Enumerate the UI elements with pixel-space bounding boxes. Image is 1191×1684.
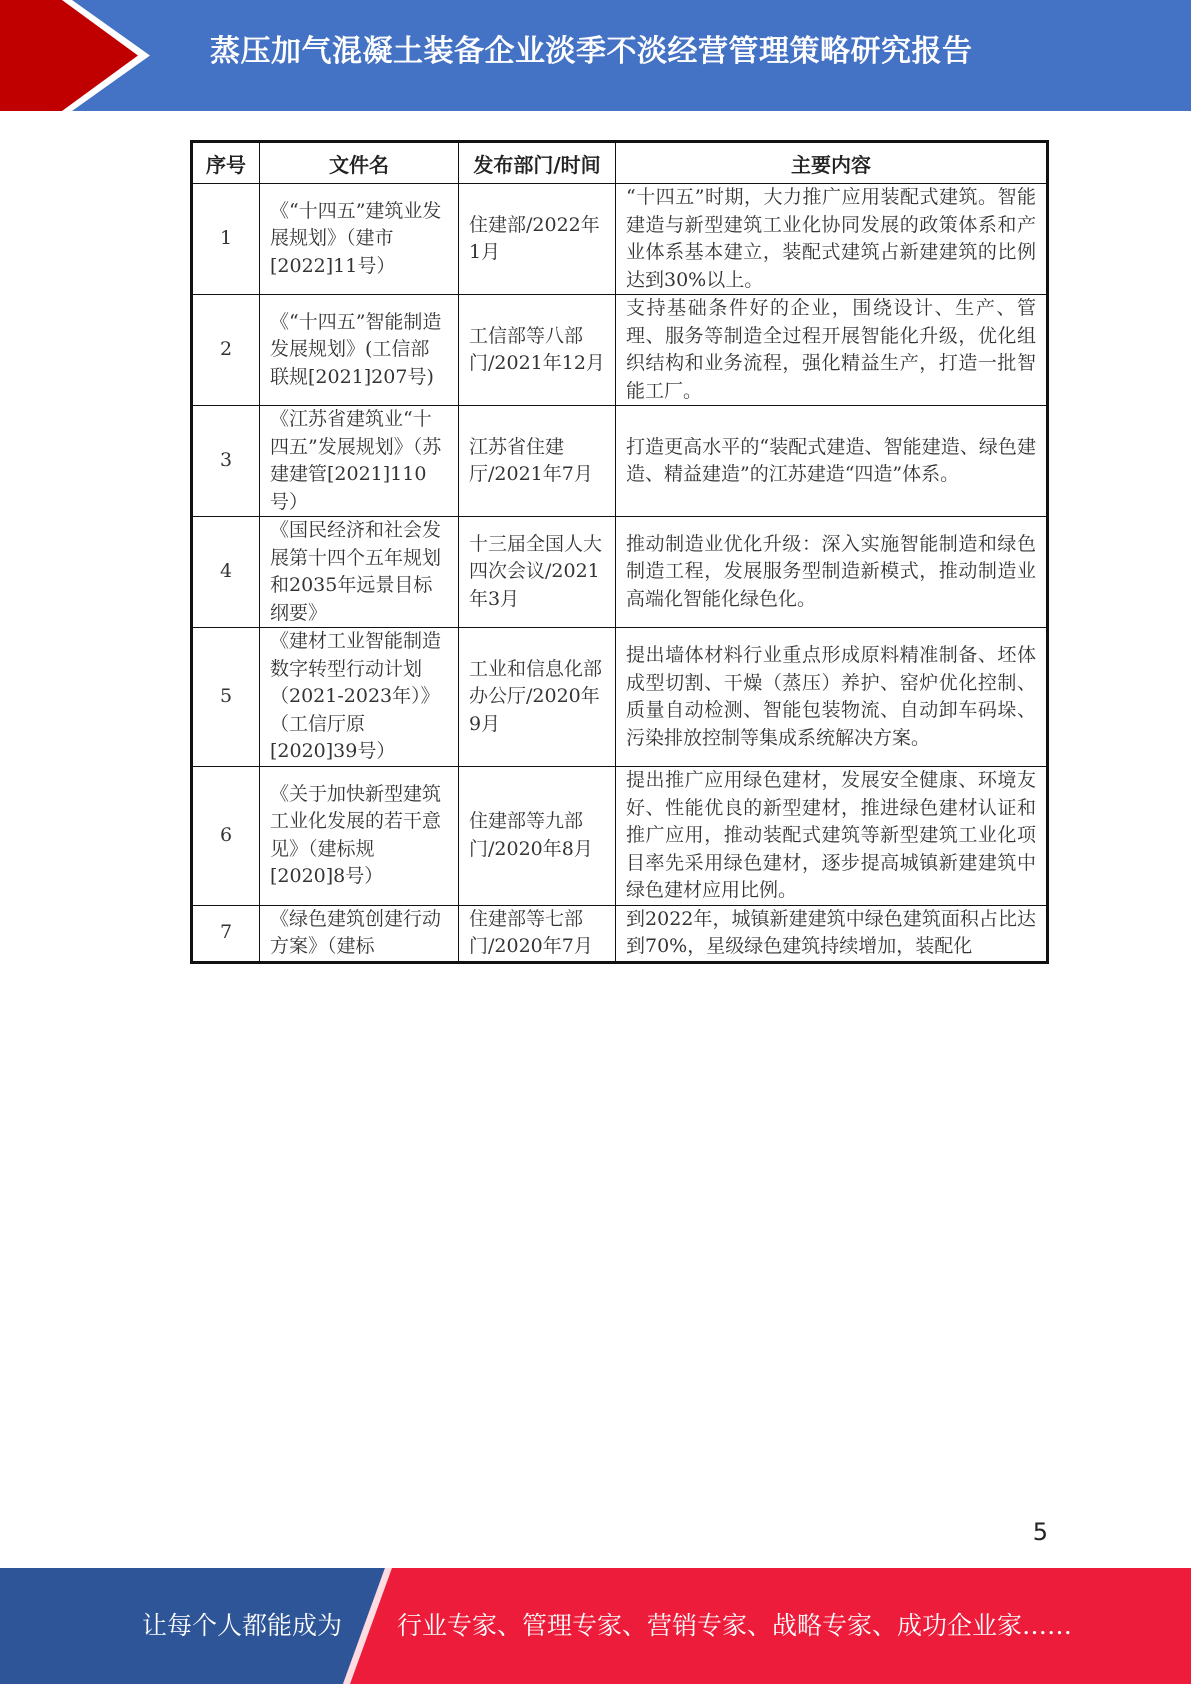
row-content — [616, 905, 1048, 962]
row-content: “十四五”时期，大力推广应用装配式建筑。智能建造与新型建筑工业化协同发展的政策体系和产业体系基本建立，装配式建筑占新建建筑的比例达到30%以上。 — [616, 184, 1048, 295]
row-number: 7 — [192, 905, 260, 962]
row-department-time-text: 住建部等七部门/2020年7月 — [469, 907, 593, 957]
row-content: 提出推广应用绿色建材，发展安全健康、环境友好、性能优良的新型建材，推进绿色建材认证和推广应用，推动装配式建筑等新型建筑工业化项目率先采用绿色建材，逐步提高城镇新建建筑中绿色建材应用比例。 — [616, 767, 1048, 906]
col-header-filename: 文件名 — [260, 142, 459, 184]
row-department-time: 住建部/2022年1月 — [459, 184, 616, 295]
policy-table — [190, 140, 1049, 964]
row-filename: 《关于加快新型建筑工业化发展的若干意见》（建标规[2020]8号） — [260, 767, 459, 906]
row-filename — [260, 905, 459, 962]
table-row — [192, 184, 1048, 295]
row-content: 支持基础条件好的企业，围绕设计、生产、管理、服务等制造全过程开展智能化升级，优化组织结构和业务流程，强化精益生产，打造一批智能工厂。 — [616, 295, 1048, 406]
row-number: 2 — [192, 295, 260, 406]
row-content: 推动制造业优化升级：深入实施智能制造和绿色制造工程，发展服务型制造新模式，推动制造业高端化智能化绿色化。 — [616, 517, 1048, 628]
col-header-number: 序号 — [192, 142, 260, 184]
table-header-row — [192, 142, 1048, 184]
table-row — [192, 295, 1048, 406]
row-number: 6 — [192, 767, 260, 906]
footer-slogan-left: 让每个人都能成为 — [142, 1611, 343, 1640]
row-filename-text: 《绿色建筑创建行动方案》（建标 — [270, 907, 442, 957]
row-number: 3 — [192, 406, 260, 517]
row-department-time: 工信部等八部门/2021年12月 — [459, 295, 616, 406]
row-number: 1 — [192, 184, 260, 295]
col-header-main-content: 主要内容 — [616, 142, 1048, 184]
table-row — [192, 905, 1048, 962]
table-row — [192, 406, 1048, 517]
row-content: 提出墙体材料行业重点形成原料精准制备、坯体成型切割、干燥（蒸压）养护、窑炉优化控制、质量自动检测、智能包装物流、自动卸车码垛、污染排放控制等集成系统解决方案。 — [616, 628, 1048, 767]
page-footer — [0, 1568, 1191, 1684]
row-filename: 《江苏省建筑业“十四五”发展规划》（苏建建管[2021]110号） — [260, 406, 459, 517]
row-department-time: 住建部等九部门/2020年8月 — [459, 767, 616, 906]
row-number: 4 — [192, 517, 260, 628]
row-department-time: 江苏省住建厅/2021年7月 — [459, 406, 616, 517]
row-department-time — [459, 905, 616, 962]
report-title: 蒸压加气混凝土装备企业淡季不淡经营管理策略研究报告 — [210, 34, 973, 69]
row-content: 打造更高水平的“装配式建造、智能建造、绿色建造、精益建造”的江苏建造“四造”体系。 — [616, 406, 1048, 517]
row-content-text: 到2022年，城镇新建建筑中绿色建筑面积占比达到70%，星级绿色建筑持续增加，装配化 — [626, 907, 1036, 957]
row-filename: 《国民经济和社会发展第十四个五年规划和2035年远景目标纲要》 — [260, 517, 459, 628]
row-filename: 《“十四五”智能制造发展规划》(工信部联规[2021]207号) — [260, 295, 459, 406]
row-department-time: 工业和信息化部办公厅/2020年9月 — [459, 628, 616, 767]
page-number: 5 — [1032, 1518, 1048, 1546]
row-number: 5 — [192, 628, 260, 767]
row-filename: 《“十四五”建筑业发展规划》（建市[2022]11号） — [260, 184, 459, 295]
header-chevron-decoration — [0, 0, 150, 111]
footer-slogan-right: 行业专家、管理专家、营销专家、战略专家、成功企业家…… — [397, 1611, 1073, 1640]
col-header-department-time: 发布部门/时间 — [459, 142, 616, 184]
row-department-time: 十三届全国人大四次会议/2021年3月 — [459, 517, 616, 628]
table-row — [192, 517, 1048, 628]
table-row — [192, 628, 1048, 767]
row-filename: 《建材工业智能制造数字转型行动计划（2021-2023年）》（工信厅原[2020]39号） — [260, 628, 459, 767]
page-header — [0, 0, 1191, 111]
table-row — [192, 767, 1048, 906]
